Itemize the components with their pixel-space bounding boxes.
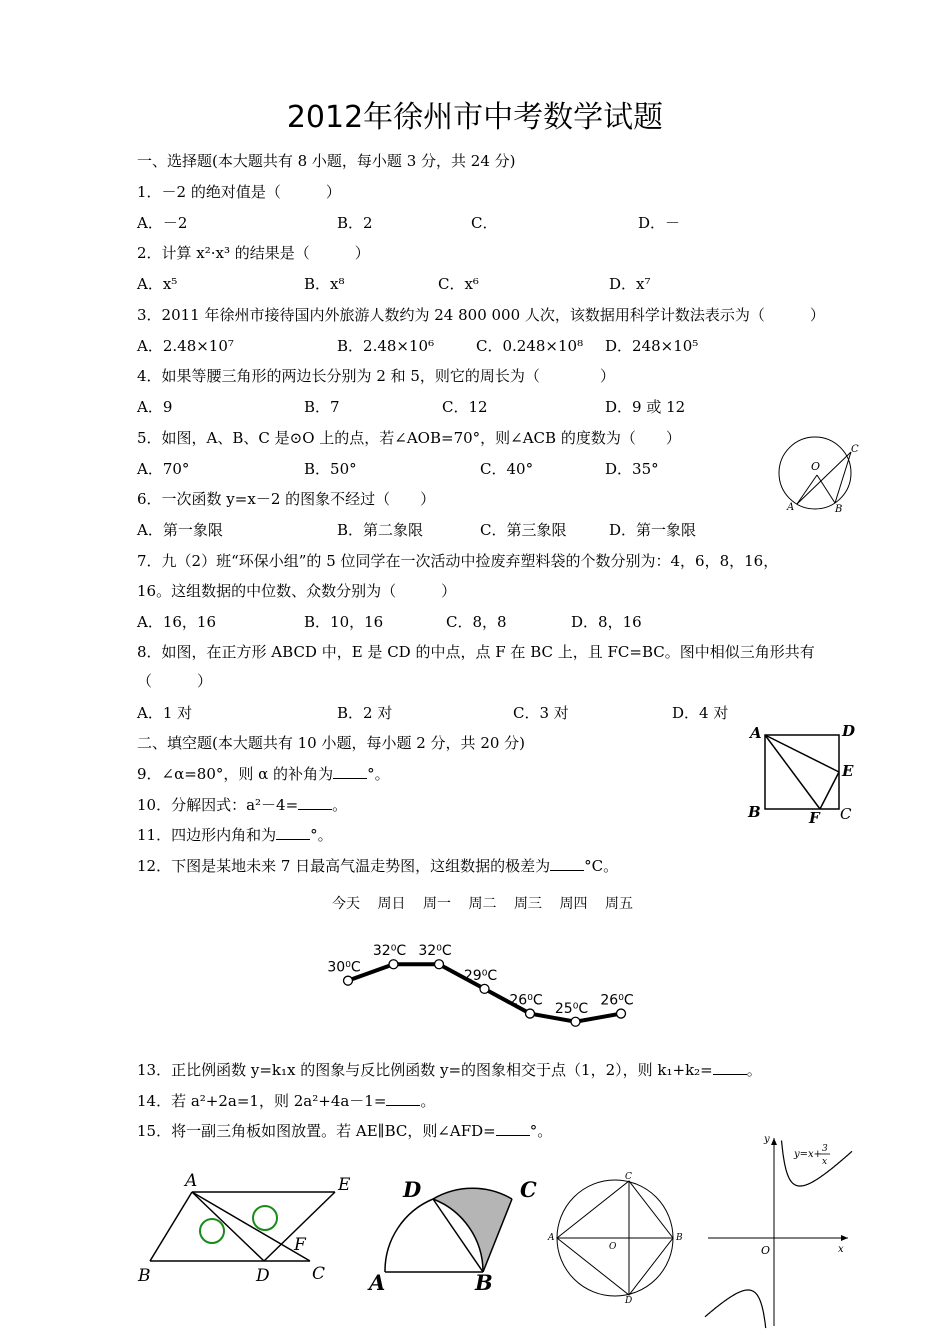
segment-ae [765, 735, 839, 772]
segment-ac [192, 1192, 310, 1261]
segment-oa [797, 475, 817, 504]
label-c: C [520, 1177, 537, 1202]
q2-option-a: A．x⁵ [137, 275, 178, 293]
label-d: D [256, 1266, 270, 1286]
label-f: F [809, 809, 820, 825]
curve-branch-negative [705, 1290, 766, 1328]
q7-option-c: C．8，8 [446, 613, 507, 631]
q6-option-c: C．第三象限 [480, 521, 567, 539]
segment-af [765, 735, 820, 809]
q7-option-a: A．16，16 [137, 613, 217, 631]
q10-end: 。 [332, 796, 348, 814]
q1-option-d: D．－ [638, 214, 681, 232]
q6-option-a: A．第一象限 [137, 521, 223, 539]
q9-text: 9．∠α=80°，则 α 的补角为 [137, 765, 334, 783]
label-b: B [475, 1270, 493, 1295]
page-title: 2012年徐州市中考数学试题 [286, 100, 664, 135]
temperature-data-label: 32⁰C [372, 943, 407, 960]
q14-text: 14．若 a²+2a=1，则 2a²+4a－1= [137, 1092, 387, 1110]
label-d: D [842, 722, 856, 740]
q1-stem: 1．－2 的绝对值是（ ） [137, 183, 341, 201]
temperature-data-label: 25⁰C [554, 1000, 589, 1017]
q9-unit: °。 [367, 765, 390, 783]
q4-option-b: B．7 [304, 398, 340, 416]
q5-option-d: D．35° [605, 460, 659, 478]
q6-stem: 6．一次函数 y=x－2 的图象不经过（ ） [137, 490, 436, 508]
label-b: B [138, 1266, 151, 1286]
function-label-numerator: 3 [822, 1144, 828, 1154]
day-label: 周四 [559, 896, 588, 912]
q5-option-c: C．40° [480, 460, 534, 478]
q15-text: 15．将一副三角板如图放置。若 AE∥BC，则∠AFD= [137, 1122, 496, 1140]
x-axis-arrow [841, 1235, 848, 1241]
q11-answer-blank[interactable] [276, 825, 310, 840]
q1-option-b: B．2 [337, 214, 373, 232]
label-o: O [811, 460, 821, 473]
q4-option-c: C．12 [442, 398, 488, 416]
set-square-figure-q15 [130, 1165, 370, 1290]
q6-option-b: B．第二象限 [337, 521, 424, 539]
function-label: y=x+ [794, 1149, 823, 1160]
day-label: 周二 [468, 896, 497, 912]
label-d: D [403, 1177, 422, 1202]
q14-answer-blank[interactable] [386, 1091, 420, 1106]
temperature-point [526, 1009, 535, 1018]
segment-ob [817, 475, 835, 503]
label-c: C [312, 1264, 326, 1284]
q8-option-c: C．3 对 [513, 704, 569, 722]
green-circle-mark [253, 1206, 277, 1230]
inscribed-quadrilateral-figure [545, 1170, 685, 1305]
q3-option-d: D．248×10⁵ [605, 337, 699, 355]
arc-dc [433, 1188, 512, 1199]
label-x: x [838, 1244, 844, 1255]
q5-option-b: B．50° [304, 460, 357, 478]
temperature-data-label: 26⁰C [600, 992, 634, 1009]
q15-line [137, 1121, 552, 1141]
label-e: E [842, 762, 854, 780]
q11-line [137, 825, 333, 845]
q8-option-a: A．1 对 [137, 704, 193, 722]
q13-answer-blank[interactable] [713, 1060, 747, 1075]
label-o: O [609, 1242, 617, 1252]
function-graph-figure [688, 1130, 873, 1335]
q10-answer-blank[interactable] [298, 795, 332, 810]
q15-answer-blank[interactable] [496, 1121, 530, 1136]
q10-text: 10．分解因式：a²－4= [137, 796, 299, 814]
q2-stem: 2．计算 x²·x³ 的结果是（ ） [137, 244, 370, 262]
label-a: A [787, 502, 795, 513]
square-figure-q8 [745, 720, 860, 825]
label-a: A [369, 1270, 386, 1295]
day-label: 今天 [332, 896, 360, 912]
y-axis-arrow [771, 1138, 777, 1145]
q4-option-d: D．9 或 12 [605, 398, 686, 416]
circle-figure-q5 [775, 432, 870, 517]
function-label-denominator: x [822, 1157, 828, 1167]
temperature-point [571, 1017, 580, 1026]
sector-figure [365, 1172, 550, 1297]
temperature-point [480, 984, 489, 993]
q12-text: 12．下图是某地未来 7 日最高气温走势图，这组数据的极差为 [137, 857, 551, 875]
label-y: y [764, 1134, 770, 1145]
day-label: 周日 [377, 896, 406, 912]
q3-stem: 3．2011 年徐州市接待国内外旅游人数约为 24 800 000 人次，该数据用科学计数法表示为（ ） [137, 306, 825, 324]
q2-option-d: D．x⁷ [609, 275, 651, 293]
q8-option-b: B．2 对 [337, 704, 393, 722]
q4-stem: 4．如果等腰三角形的两边长分别为 2 和 5，则它的周长为（ ） [137, 367, 615, 385]
q7-option-b: B．10，16 [304, 613, 384, 631]
q12-unit: °C。 [584, 857, 619, 875]
label-a: A [185, 1171, 198, 1191]
q13-text: 13．正比例函数 y=k₁x 的图象与反比例函数 y=的图象相交于点（1，2），则 k₁+k₂= [137, 1061, 713, 1079]
label-a: A [750, 724, 762, 742]
label-f: F [294, 1235, 306, 1255]
temperature-line-chart [320, 888, 650, 1040]
segment-ad [192, 1192, 264, 1261]
q12-line [137, 856, 618, 876]
label-d: D [625, 1296, 633, 1305]
q14-line [137, 1091, 435, 1111]
section-fill-header: 二、填空题(本大题共有 10 小题，每小题 2 分，共 20 分) [137, 734, 526, 752]
q12-answer-blank[interactable] [550, 856, 584, 871]
label-e: E [338, 1175, 351, 1195]
temperature-data-label: 26⁰C [509, 992, 543, 1009]
q7-stem-line1: 7．九（2）班“环保小组”的 5 位同学在一次活动中捡废弃塑料袋的个数分别为：4，6，8，16， [137, 552, 779, 570]
shaded-region [433, 1199, 512, 1272]
q11-text: 11．四边形内角和为 [137, 826, 277, 844]
day-label: 周五 [605, 896, 633, 912]
label-b: B [748, 803, 761, 821]
q14-end: 。 [420, 1092, 436, 1110]
day-label: 周三 [514, 896, 542, 912]
label-a: A [548, 1233, 555, 1243]
q3-option-b: B．2.48×10⁶ [337, 337, 435, 355]
q3-option-a: A．2.48×10⁷ [137, 337, 234, 355]
green-circle-mark [200, 1219, 224, 1243]
arc-ad [385, 1199, 433, 1272]
temperature-point [344, 976, 353, 985]
q15-unit: °。 [529, 1122, 553, 1140]
temperature-point [435, 960, 444, 969]
q13-line [137, 1060, 762, 1080]
label-o: O [761, 1244, 771, 1257]
temperature-data-label: 30⁰C [327, 959, 361, 976]
curve-branch-positive [782, 1141, 853, 1187]
q9-line [137, 764, 390, 784]
q2-option-b: B．x⁸ [304, 275, 345, 293]
q9-answer-blank[interactable] [333, 764, 367, 779]
q8-stem-line1: 8．如图，在正方形 ABCD 中，E 是 CD 的中点，点 F 在 BC 上，且 FC=BC。图中相似三角形共有 [137, 643, 815, 661]
q13-end: 。 [746, 1061, 762, 1079]
q8-stem-line2: （ ） [137, 672, 213, 690]
q7-option-d: D．8，16 [571, 613, 642, 631]
temperature-point [617, 1009, 626, 1018]
label-c: C [840, 805, 852, 823]
q5-stem: 5．如图，A、B、C 是⊙O 上的点，若∠AOB=70°，则∠ACB 的度数为（ ） [137, 429, 681, 447]
q5-option-a: A．70° [137, 460, 190, 478]
section-choice-header: 一、选择题(本大题共有 8 小题，每小题 3 分，共 24 分) [137, 152, 516, 170]
temperature-point [389, 960, 398, 969]
q7-stem-line2: 16。这组数据的中位数、众数分别为（ ） [137, 582, 457, 600]
label-c: C [625, 1172, 632, 1182]
q11-unit: °。 [310, 826, 333, 844]
label-b: B [835, 504, 843, 515]
day-label: 周一 [423, 896, 451, 912]
segment-fe [820, 772, 839, 809]
q6-option-d: D．第一象限 [609, 521, 697, 539]
label-b: B [676, 1233, 683, 1243]
q3-option-c: C．0.248×10⁸ [476, 337, 584, 355]
q1-option-c: C． [471, 214, 498, 232]
q1-option-a: A．－2 [137, 214, 188, 232]
q8-option-d: D．4 对 [672, 704, 729, 722]
segment-ab [150, 1192, 192, 1261]
square-abcd [765, 735, 839, 809]
q10-line [137, 795, 347, 815]
q2-option-c: C．x⁶ [438, 275, 479, 293]
circle-o [779, 437, 851, 509]
label-c: C [851, 444, 859, 455]
temperature-data-label: 29⁰C [463, 967, 498, 984]
q4-option-a: A．9 [137, 398, 173, 416]
temperature-data-label: 32⁰C [418, 943, 452, 960]
